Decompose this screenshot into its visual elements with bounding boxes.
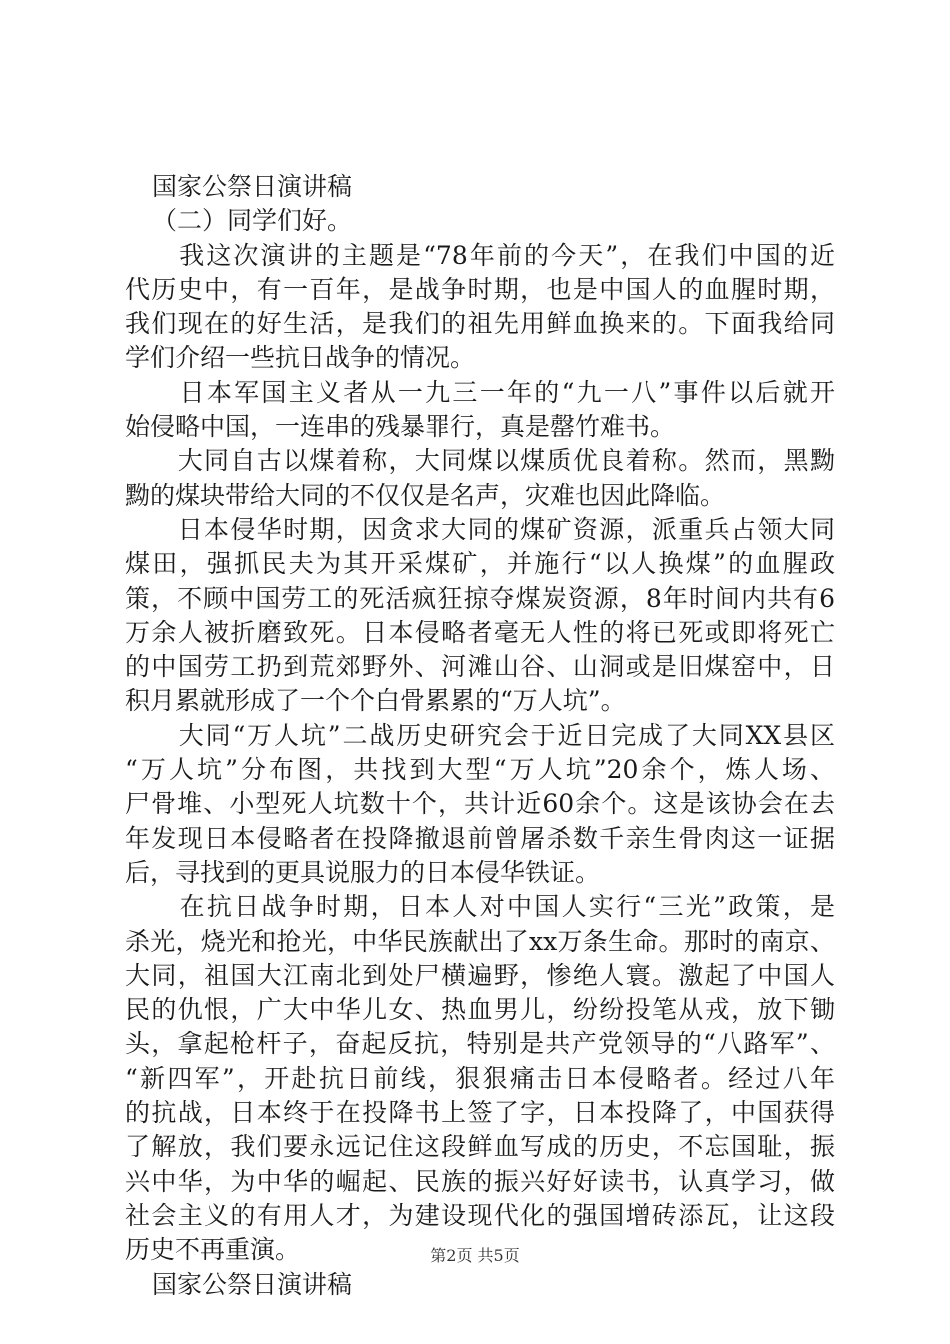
document-text-line: 社会主义的有用人才，为建设现代化的强国增砖添瓦，让这段 <box>125 1200 835 1230</box>
document-text-line: 尸骨堆、小型死人坑数十个，共计近60余个。这是该协会在去 <box>125 789 835 819</box>
document-heading-line: 国家公祭日演讲稿 <box>152 172 353 201</box>
document-text-line: 策，不顾中国劳工的死活疯狂掠夺煤炭资源，8年时间内共有6 <box>125 583 835 613</box>
document-text-line: 大同“万人坑”二战历史研究会于近日完成了大同XX县区 <box>125 720 835 750</box>
document-text-line: 积月累就形成了一个个白骨累累的“万人坑”。 <box>125 686 626 716</box>
document-text-line: 了解放，我们要永远记住这段鲜血写成的历史，不忘国耻，振 <box>125 1132 835 1162</box>
document-text-line: 日本侵华时期，因贪求大同的煤矿资源，派重兵占领大同 <box>125 514 835 544</box>
document-text-line: 黝的煤块带给大同的不仅仅是名声，灾难也因此降临。 <box>125 480 726 510</box>
document-text-line: 学们介绍一些抗日战争的情况。 <box>125 343 476 373</box>
document-text-line: 年发现日本侵略者在投降撤退前曾屠杀数千亲生骨肉这一证据 <box>125 823 835 853</box>
document-text-line: 代历史中，有一百年，是战争时期，也是中国人的血腥时期， <box>125 274 835 304</box>
document-text-line: 民的仇恨，广大中华儿女、热血男儿，纷纷投笔从戎，放下锄 <box>125 995 835 1025</box>
document-text-line: 日本军国主义者从一九三一年的“九一八”事件以后就开 <box>125 377 835 407</box>
document-text-line: 头，拿起枪杆子，奋起反抗，特别是共产党领导的“八路军”、 <box>125 1029 835 1059</box>
document-text-line: “新四军”，开赴抗日前线，狠狠痛击日本侵略者。经过八年 <box>125 1063 835 1093</box>
document-text-line: 杀光，烧光和抢光，中华民族献出了xx万条生命。那时的南京、 <box>125 926 835 956</box>
document-text-line: 煤田，强抓民夫为其开采煤矿，并施行“以人换煤”的血腥政 <box>125 549 835 579</box>
document-text-line: 我们现在的好生活，是我们的祖先用鲜血换来的。下面我给同 <box>125 309 835 339</box>
document-text-line: 大同自古以煤着称，大同煤以煤质优良着称。然而，黑黝 <box>125 446 835 476</box>
page-footer: 第2页 共5页 <box>430 1246 520 1265</box>
document-text-line: 后，寻找到的更具说服力的日本侵华铁证。 <box>125 857 601 887</box>
document-text-line: “万人坑”分布图，共找到大型“万人坑”20余个，炼人场、 <box>125 755 835 785</box>
document-text-line: 万余人被折磨致死。日本侵略者毫无人性的将已死或即将死亡 <box>125 617 835 647</box>
document-text-line: 我这次演讲的主题是“78年前的今天”，在我们中国的近 <box>125 240 835 270</box>
document-text-line: 兴中华，为中华的崛起、民族的振兴好好读书，认真学习，做 <box>125 1166 835 1196</box>
document-text-line: 历史不再重演。 <box>125 1235 301 1265</box>
document-text-line: 的中国劳工扔到荒郊野外、河滩山谷、山洞或是旧煤窑中，日 <box>125 652 835 682</box>
document-heading-line: 国家公祭日演讲稿 <box>152 1269 353 1299</box>
document-text-line: 的抗战，日本终于在投降书上签了字，日本投降了，中国获得 <box>125 1098 835 1128</box>
document-text-line: 始侵略中国，一连串的残暴罪行，真是罄竹难书。 <box>125 412 676 442</box>
document-text-line: （二）同学们好。 <box>152 206 353 236</box>
document-text-line: 在抗日战争时期，日本人对中国人实行“三光”政策，是 <box>125 892 835 922</box>
document-body <box>125 170 835 1302</box>
document-text-line: 大同，祖国大江南北到处尸横遍野，惨绝人寰。激起了中国人 <box>125 960 835 990</box>
